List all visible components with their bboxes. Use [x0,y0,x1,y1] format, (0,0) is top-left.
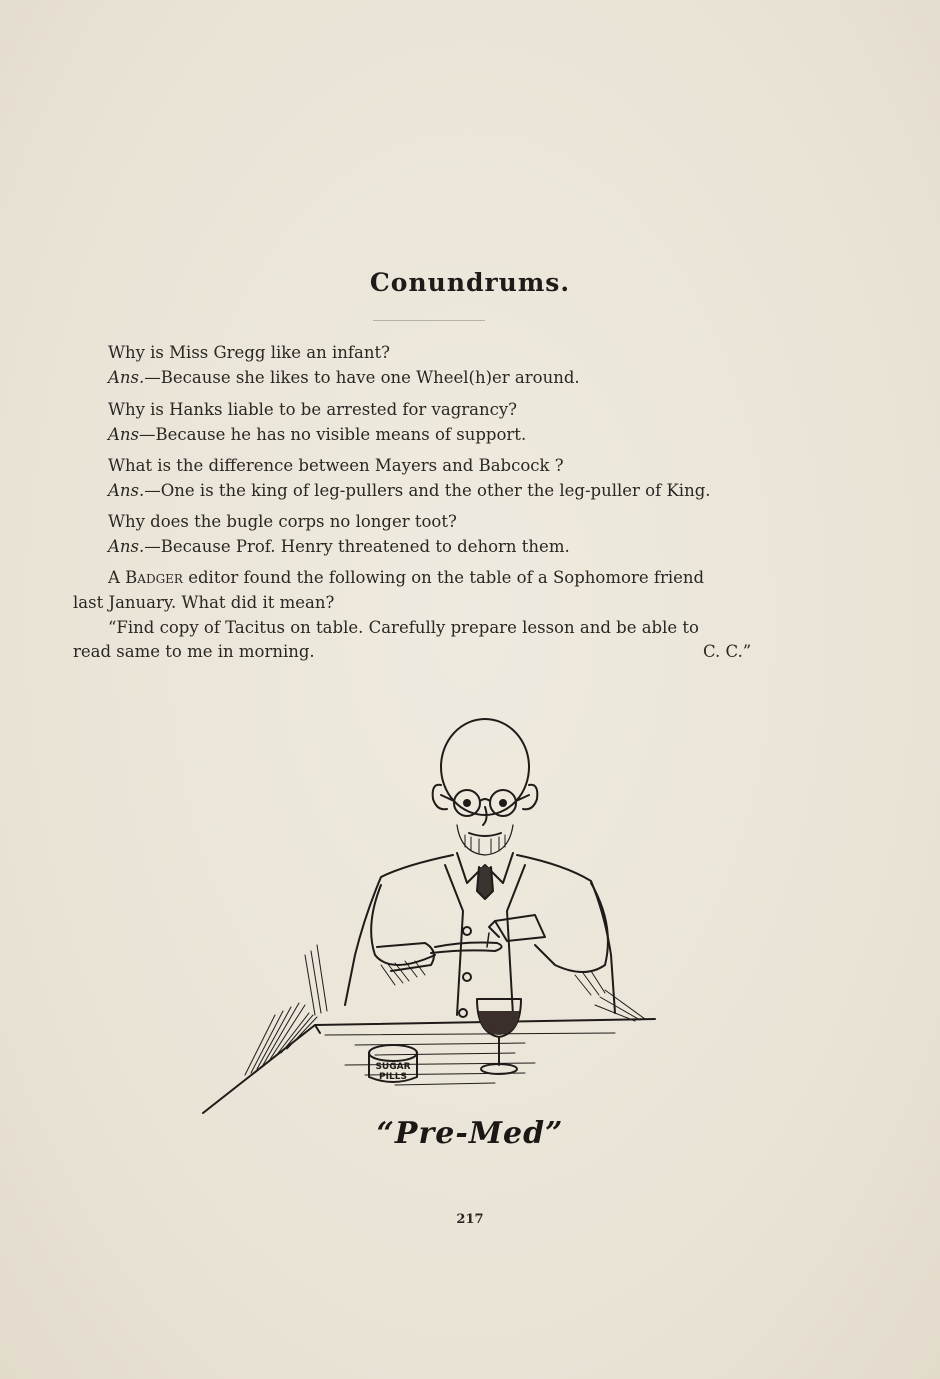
answer-label: Ans [108,425,140,444]
answer-label: Ans. [108,537,145,556]
illustration-caption: “Pre-Med” [376,1116,564,1151]
badger-paragraph-line-2: last January. What did it mean? [73,593,335,612]
badger-paragraph-line-1 [108,568,704,587]
answer-text: —Because she likes to have one Wheel(h)er around. [144,368,580,387]
right-arm [535,883,608,972]
answer-text: —Because he has no visible means of support. [139,425,527,444]
answer-text: —Because Prof. Henry threatened to dehorn them. [144,537,570,556]
page-title: Conundrums. [369,268,571,297]
tin-label-line-2: PILLS [379,1072,407,1082]
pre-med-illustration [195,715,665,1135]
question-1: Why is Miss Gregg like an infant? [108,343,390,362]
tin-label-line-1: SUGAR [375,1062,411,1072]
mouth [469,833,501,836]
coat-right [517,855,615,1013]
note-line-2: read same to me in morning. [73,642,315,661]
badger-name: Badger [125,568,183,587]
badger-rest: editor found the following on the table of a Sophomore friend [182,568,705,587]
question-4: Why does the bugle corps no longer toot? [108,512,457,531]
table-shading [245,945,645,1085]
badger-prefix: A [108,568,126,587]
answer-1 [108,368,580,387]
question-3: What is the difference between Mayers and Babcock ? [108,456,564,475]
answer-label: Ans. [108,481,145,500]
note-line-1: “Find copy of Tacitus on table. Carefully prepare lesson and be able to [108,618,699,637]
answer-text: —One is the king of leg-pullers and the other the leg-puller of King. [144,481,711,500]
answer-4 [108,537,570,556]
nose [483,807,487,825]
left-arm [371,885,435,965]
drop [487,933,489,947]
pill-tin-lid [369,1045,417,1061]
answer-label: Ans. [108,368,145,387]
answer-2 [108,425,526,444]
spoon [431,943,502,954]
title-divider [373,320,485,321]
question-2: Why is Hanks liable to be arrested for vagrancy? [108,400,518,419]
bottle [495,915,545,941]
lapel-left [445,865,463,1015]
answer-3 [108,481,711,500]
coat-left [345,855,453,1005]
note-signature: C. C.” [703,642,752,661]
page-number: 217 [456,1212,484,1227]
tie [477,867,493,899]
